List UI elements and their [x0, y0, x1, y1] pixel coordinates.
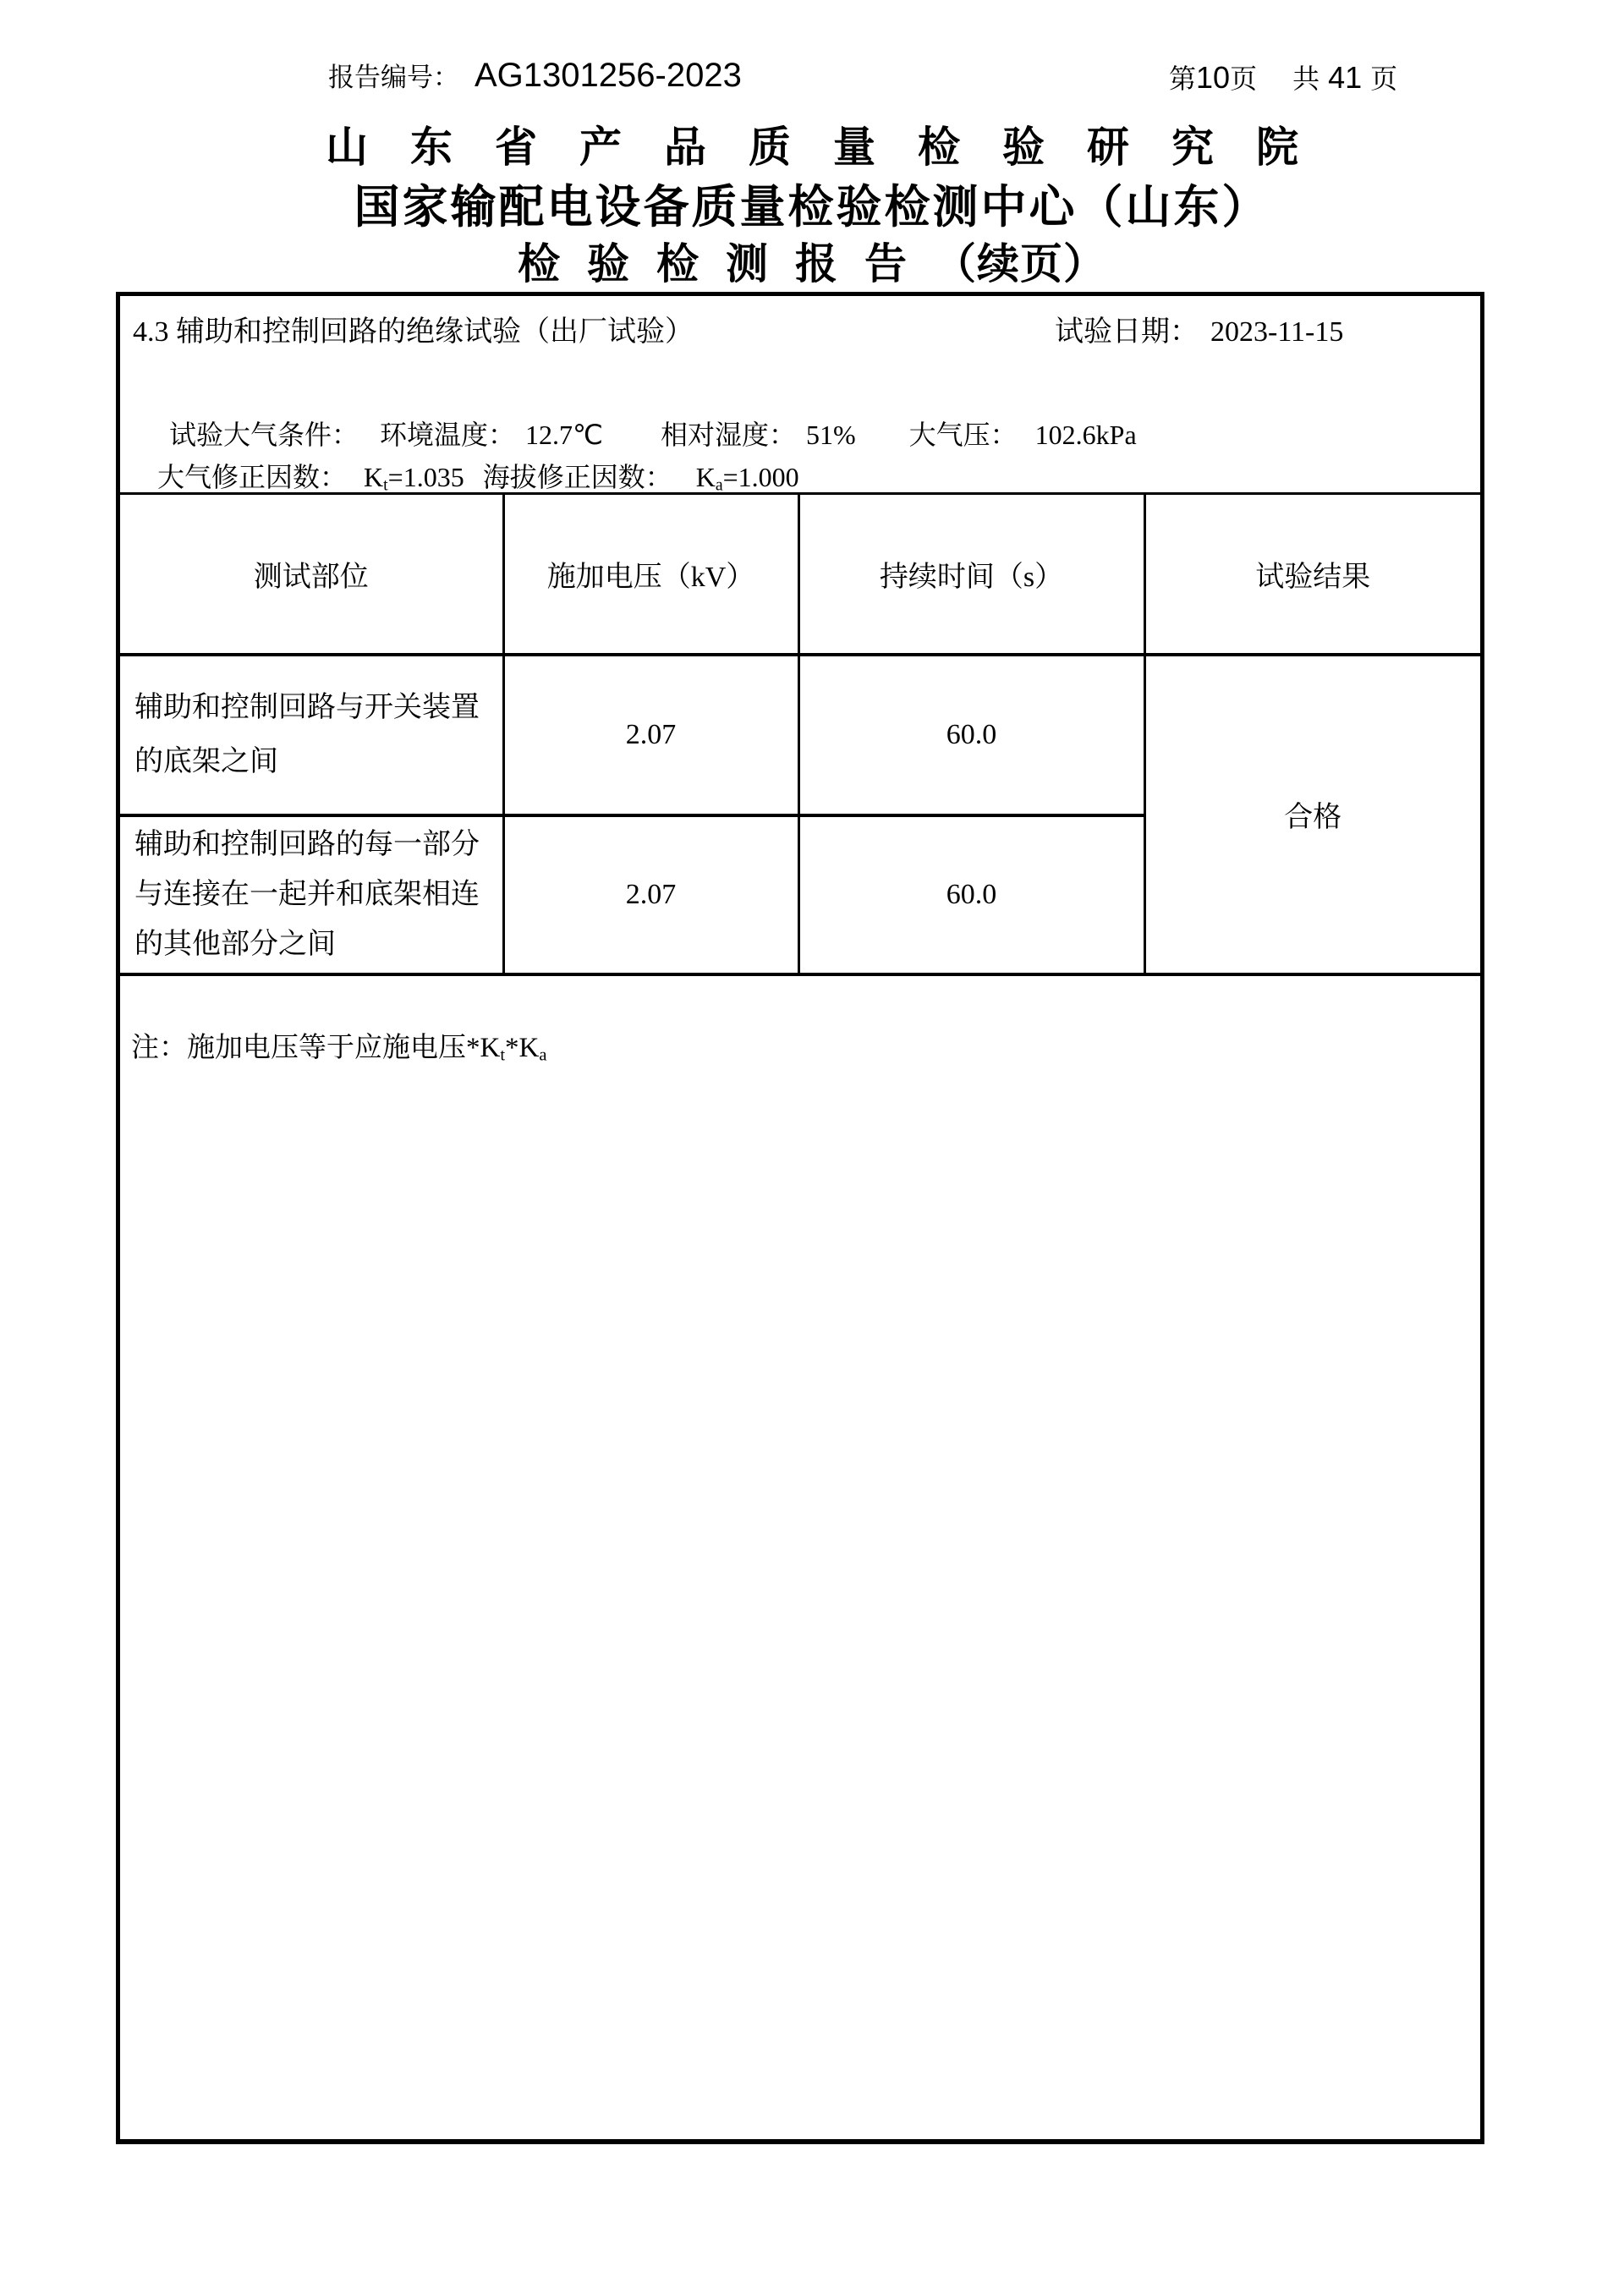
- footnote-text-mid: *K: [505, 1033, 540, 1063]
- temperature-value: 12.7℃: [525, 420, 603, 450]
- test-part-line: 的其他部分之间: [134, 929, 336, 960]
- test-date-value: 2023-11-15: [1210, 316, 1344, 348]
- atm-factor-symbol: K: [364, 462, 384, 492]
- col-header-duration: 持续时间（s）: [798, 494, 1144, 655]
- alt-factor-subscript: a: [715, 475, 723, 495]
- atm-factor-subscript: t: [383, 475, 388, 495]
- test-part-line: 与连接在一起并和底架相连: [134, 879, 480, 910]
- table-row: [120, 655, 1480, 815]
- duration-cell: 60.0: [798, 815, 1144, 974]
- report-title-main: 检验检测报告: [518, 240, 934, 288]
- report-number-line: [328, 56, 742, 95]
- footnote-text: 注：施加电压等于应施电压*K: [131, 1033, 501, 1063]
- pressure-value: 102.6kPa: [1034, 420, 1137, 450]
- footnote-subscript-t: t: [500, 1045, 506, 1065]
- atm-factor-value: =1.035: [387, 462, 464, 492]
- duration-cell: 60.0: [798, 655, 1144, 815]
- report-number-label: 报告编号：: [328, 63, 459, 92]
- voltage-cell: 2.07: [503, 655, 798, 815]
- section-heading: 4.3 辅助和控制回路的绝缘试验（出厂试验）: [133, 316, 694, 348]
- page-current-number: 10: [1196, 60, 1231, 95]
- footnote: [131, 1025, 546, 1066]
- report-number-value: AG1301256-2023: [475, 57, 742, 94]
- page-total-suffix: 页: [1370, 63, 1398, 94]
- correction-factors: [157, 456, 799, 495]
- atm-factor-label: 大气修正因数：: [157, 462, 348, 492]
- test-part-line: 辅助和控制回路与开关装置: [134, 691, 480, 723]
- test-date: [1055, 308, 1343, 349]
- institute-title: 山东省产品质量检验研究院: [326, 123, 1341, 171]
- col-header-applied-voltage: 施加电压（kV）: [503, 494, 798, 655]
- report-title: [0, 230, 1624, 291]
- test-part-line: 辅助和控制回路的每一部分: [134, 829, 480, 860]
- alt-factor-label: 海拔修正因数：: [482, 462, 672, 492]
- table-header-row: [120, 494, 1480, 655]
- test-result-table: [120, 492, 1480, 976]
- page-current-suffix: 页: [1230, 63, 1258, 94]
- footnote-subscript-a: a: [539, 1045, 547, 1065]
- temperature-label: 环境温度：: [380, 420, 516, 450]
- humidity-label: 相对湿度：: [660, 420, 796, 450]
- ambient-label: 试验大气条件：: [169, 420, 359, 450]
- alt-factor-value: =1.000: [722, 462, 799, 492]
- pressure-label: 大气压：: [908, 420, 1018, 450]
- page-indicator: [1169, 58, 1397, 96]
- col-header-test-part: 测试部位: [120, 494, 503, 655]
- test-date-label: 试验日期：: [1055, 316, 1199, 348]
- voltage-cell: 2.07: [503, 815, 798, 974]
- page-total-prefix: 共: [1292, 63, 1320, 94]
- test-part-cell: [120, 815, 503, 974]
- atmospheric-conditions: [169, 414, 1137, 453]
- section-row: [120, 308, 1480, 347]
- col-header-result: 试验结果: [1144, 494, 1480, 655]
- humidity-value: 51%: [805, 420, 856, 450]
- report-title-suffix: （续页）: [934, 240, 1106, 288]
- center-title: 国家输配电设备质量检验检测中心（山东）: [354, 182, 1270, 233]
- test-part-cell: [120, 655, 503, 815]
- alt-factor-symbol: K: [695, 462, 716, 492]
- page-total-number: 41: [1328, 60, 1363, 95]
- content-box: [116, 292, 1484, 2144]
- page-current-prefix: 第: [1169, 63, 1197, 94]
- test-part-line: 的底架之间: [134, 745, 278, 777]
- result-cell: 合格: [1144, 655, 1480, 974]
